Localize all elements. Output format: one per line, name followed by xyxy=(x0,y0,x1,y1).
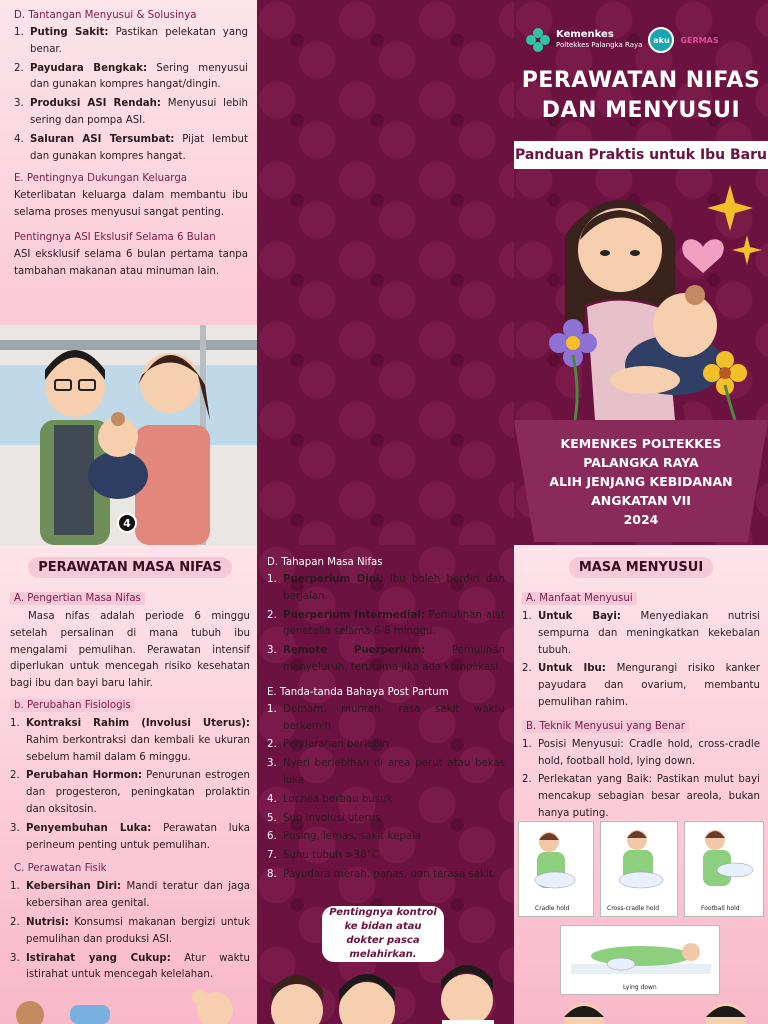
danger-sign-item: Pusing, lemas, sakit kepala xyxy=(283,831,422,843)
asi-exclusive-text: ASI eksklusif selama 6 bulan pertama tanpa tambahan makanan atau minuman lain. xyxy=(14,248,248,277)
stage-item: Remote Puerperium: Pemulihan menyeluruh, terutama jika ada komplikasi. xyxy=(283,645,505,673)
institution-line: ANGKATAN VII xyxy=(591,492,691,508)
photo-lying-down: Lying down xyxy=(560,925,720,995)
benefits-list xyxy=(522,609,760,712)
family-illustration-icon xyxy=(0,325,257,545)
aku-badge-icon: aku xyxy=(648,27,674,53)
section-title-family-support: E. Pentingnya Dukungan Keluarga xyxy=(14,173,188,185)
institution-line: 2024 xyxy=(623,511,659,527)
section-title-asi-exclusive: Pentingnya ASI Ekslusif Selama 6 Bulan xyxy=(14,231,216,243)
section-title-physiology: b. Perubahan Fisiologis xyxy=(10,699,135,712)
institution-line: KEMENKES POLTEKKES xyxy=(560,435,722,451)
photo-cross-cradle-hold: Cross-cradle hold xyxy=(600,821,678,917)
challenge-item: Payudara Bengkak: Sering menyusui dan gunakan kompres hangat/dingin. xyxy=(30,62,248,91)
technique-list xyxy=(522,737,760,823)
danger-sign-item: Payudara merah, panas, dan terasa sakit xyxy=(283,868,493,880)
danger-signs-list xyxy=(267,702,505,884)
benefit-item: Untuk Ibu: Mengurangi risiko kanker payudara dan ovarium, membantu pemulihan rahim. xyxy=(538,663,760,708)
challenges-list xyxy=(14,25,248,165)
institution-line: ALIH JENJANG KEBIDANAN xyxy=(549,473,733,489)
section-title-nifas-definition: A. Pengertian Masa Nifas xyxy=(10,592,145,605)
kemenkes-logo-icon xyxy=(526,28,550,52)
panel-decorative-back xyxy=(257,0,514,545)
photo-football-hold: Football hold xyxy=(684,821,764,917)
benefit-item: Untuk Bayi: Menyediakan nutrisi sempurna dan meningkatkan kekebalan tubuh. xyxy=(538,611,760,656)
mother-baby-illustration-icon xyxy=(525,175,765,420)
baby-items-illustration-icon xyxy=(0,985,257,1024)
nifas-definition-text: Masa nifas adalah periode 6 minggu setelah persalinan di mana tubuh ibu mengalami pemulihan. Perawatan intensif diperlukan untuk mencegah risiko kesehatan bagi ibu dan bayi baru lahir. xyxy=(10,611,250,690)
danger-sign-item: Suhu tubuh >38°C xyxy=(283,850,379,862)
challenge-item: Produksi ASI Rendah: Menyusui lebih sering dan pompa ASI. xyxy=(30,98,248,126)
kemenkes-logo-text: Kemenkes Poltekkes Palangka Raya xyxy=(556,29,643,49)
challenge-item: Saluran ASI Tersumbat: Pijat lembut dan gunakan kompres hangat. xyxy=(30,133,248,162)
danger-sign-item: Demam, muntah, rasa sakit waktu berkemih xyxy=(283,703,505,732)
page-number-badge: 4 xyxy=(117,513,137,533)
challenge-item: Puting Sakit: Pastikan pelekatan yang benar. xyxy=(30,27,248,55)
danger-sign-item: Pendarahan berlebih xyxy=(283,739,389,751)
panel-menyusui xyxy=(514,545,768,1024)
section-title-danger-signs: E. Tanda-tanda Bahaya Post Partum xyxy=(267,686,449,698)
logo-row xyxy=(526,22,762,58)
section-title-technique: B. Teknik Menyusui yang Benar xyxy=(522,720,689,733)
baby-faces-illustration-icon xyxy=(514,995,768,1024)
physical-care-item: Istirahat yang Cukup: Atur waktu istirahat untuk mencegah kelelahan. xyxy=(26,952,250,981)
germas-logo: GERMAS xyxy=(680,35,719,45)
physical-care-item: Nutrisi: Konsumsi makanan bergizi untuk pemulihan dan produksi ASI. xyxy=(26,916,250,945)
technique-item: Perlekatan yang Baik: Pastikan mulut bayi mencakup sebagian besar areola, bukan hanya puting. xyxy=(538,774,760,819)
physiology-item: Perubahan Hormon: Penurunan estrogen dan progesteron, peningkatan prolaktin dan oksitosin. xyxy=(26,770,250,815)
photo-cradle-hold: Cradle hold xyxy=(518,821,594,917)
danger-sign-item: Lochea berbau busuk xyxy=(283,793,393,805)
technique-item: Posisi Menyusui: Cradle hold, cross-cradle hold, football hold, lying down. xyxy=(538,738,760,767)
danger-sign-item: Nyeri berlebihan di area perut atau bekas luka xyxy=(283,758,505,786)
physiology-list xyxy=(10,716,250,854)
nifas-heading: PERAWATAN MASA NIFAS xyxy=(28,557,232,578)
menyusui-heading: MASA MENYUSUI xyxy=(569,557,713,578)
section-title-benefits: A. Manfaat Menyusui xyxy=(522,592,637,605)
physical-care-item: Kebersihan Diri: Mandi teratur dan jaga kebersihan area genital. xyxy=(26,881,250,910)
physiology-item: Penyembuhan Luka: Perawatan luka perineum penting untuk pemulihan. xyxy=(26,822,250,851)
institution-box xyxy=(514,420,768,542)
physical-care-list xyxy=(10,879,250,984)
panel-nifas xyxy=(0,545,257,1024)
stage-item: Puerperium Dini: Ibu boleh berdiri dan berjalan. xyxy=(283,574,505,602)
section-title-challenges: D. Tantangan Menyusui & Solusinya xyxy=(14,10,197,21)
checkup-reminder-callout: Pentingnya kontrol ke bidan atau dokter pasca melahirkan. xyxy=(322,906,444,962)
stages-list xyxy=(267,572,505,677)
cover-subtitle: Panduan Praktis untuk Ibu Baru xyxy=(514,141,768,169)
physiology-item: Kontraksi Rahim (Involusi Uterus): Rahim berkontraksi dan kembali ke ukuran sebelum hamil dalam 6 minggu. xyxy=(26,717,250,763)
danger-sign-item: Sub involusi uterus xyxy=(283,812,381,824)
panel-challenges xyxy=(0,0,257,545)
institution-line: PALANGKA RAYA xyxy=(583,454,699,470)
family-support-text: Keterlibatan keluarga dalam membantu ibu selama proses menyusui sangat penting. xyxy=(14,190,248,219)
stage-item: Puerperium Intermedial: Pemulihan alat genetalia selama 6-8 minggu. xyxy=(283,609,505,638)
section-title-physical-care: C. Perawatan Fisik xyxy=(10,862,111,875)
cover-title: PERAWATAN NIFAS DAN MENYUSUI xyxy=(521,68,761,123)
section-title-stages: D. Tahapan Masa Nifas xyxy=(267,557,383,568)
